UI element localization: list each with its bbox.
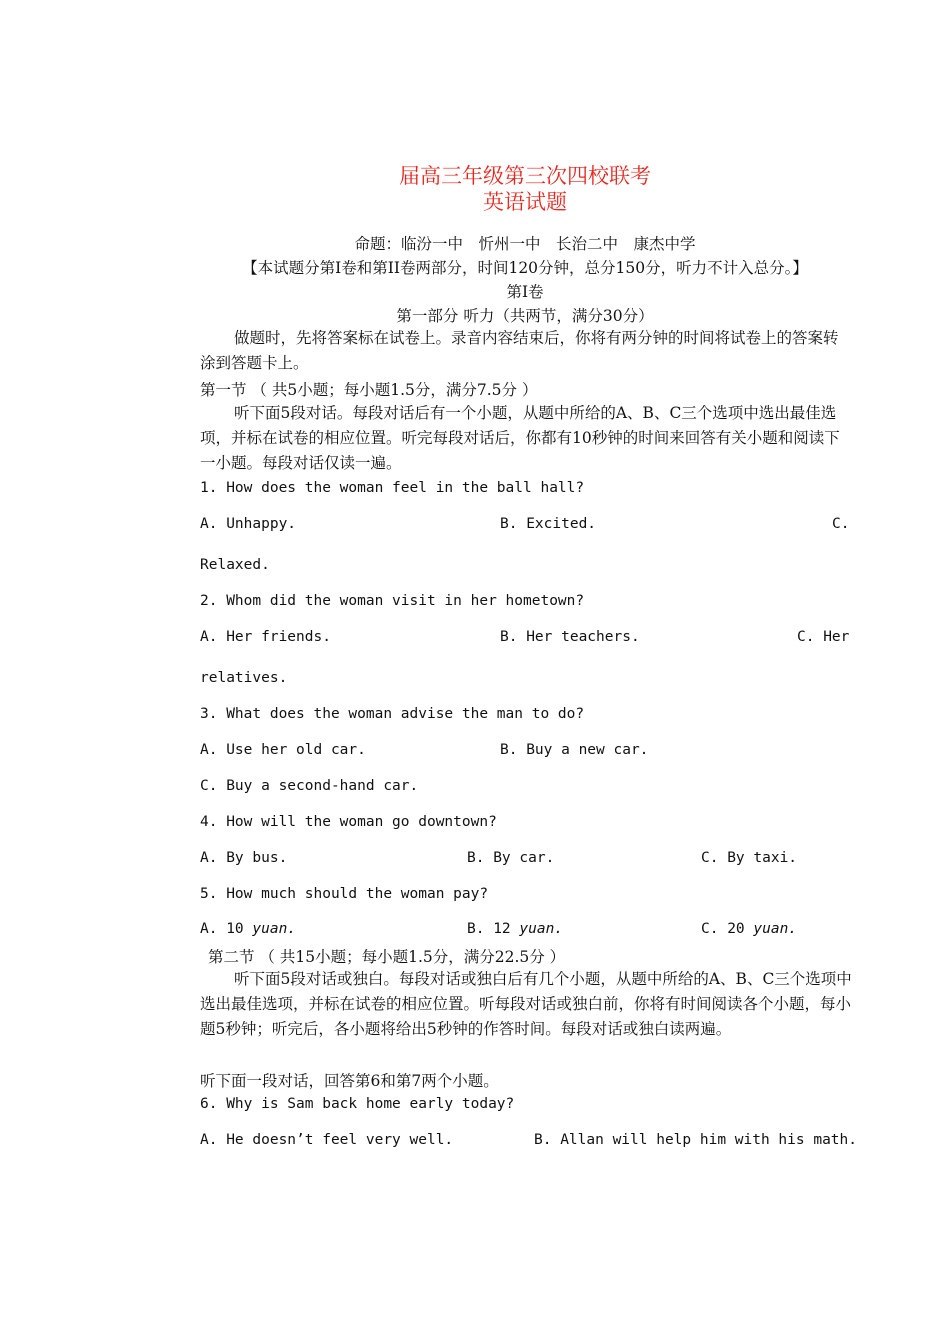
q2-option-c-prefix: C. Her [797,629,850,645]
q5-option-c-unit: yuan. [753,921,798,937]
q2-option-b: B. Her teachers. [500,629,640,645]
exam-title: 届高三年级第三次四校联考 [399,164,651,188]
q4-option-c: C. By taxi. [701,850,798,866]
q5-option-c [701,921,797,937]
q5-option-a [200,921,296,937]
section1-instructions: 听下面5段对话。每段对话后有一个小题，从题中所给的A、B、C三个选项中选出最佳选项，并标在试卷的相应位置。听完每段对话后，你都有10秒钟的时间来回答有关小题和阅读下一小题。每段对话仅读一遍。 [200,404,840,472]
q5-option-a-amount: A. 10 [200,921,244,937]
q6-option-b: B. Allan will help him with his math. [534,1132,858,1148]
q5-option-b-unit: yuan. [519,921,564,937]
question-4: 4. How will the woman go downtown? [200,814,497,830]
section2-instructions: 听下面5段对话或独白。每段对话或独白后有几个小题，从题中所给的A、B、C三个选项中选出最佳选项，并标在试卷的相应位置。听每段对话或独白前，你将有时间阅读各个小题，每小题5秒钟；听完后，各小题将给出5秒钟的作答时间。每段对话或独白读两遍。 [200,970,852,1038]
question-5: 5. How much should the woman pay? [200,886,489,902]
part-heading: 第一部分 听力（共两节，满分30分） [396,307,654,325]
volume-heading: 第Ⅰ卷 [506,283,544,301]
dialogue-instruction: 听下面一段对话，回答第6和第7两个小题。 [200,1072,499,1090]
q5-option-a-unit: yuan. [252,921,297,937]
exam-subtitle: 英语试题 [483,190,567,214]
q2-option-a: A. Her friends. [200,629,331,645]
q3-option-b: B. Buy a new car. [500,742,649,758]
q5-option-b-amount: B. 12 [467,921,511,937]
section2-heading: 第二节 （ 共15小题；每小题1.5分，满分22.5分 ） [208,948,566,966]
exam-notice: 【本试题分第Ⅰ卷和第II卷两部分，时间120分钟，总分150分，听力不计入总分。】 [242,259,808,277]
q3-option-a: A. Use her old car. [200,742,366,758]
q1-option-c-prefix: C. [832,516,850,532]
section1-heading: 第一节 （ 共5小题；每小题1.5分，满分7.5分 ） [200,381,538,399]
authors-line: 命题：临汾一中 忻州一中 长治二中 康杰中学 [354,235,696,253]
q1-option-b: B. Excited. [500,516,597,532]
q5-option-c-amount: C. 20 [701,921,745,937]
q3-option-c: C. Buy a second-hand car. [200,778,419,794]
q6-option-a: A. He doesn’t feel very well. [200,1132,454,1148]
intro-paragraph: 做题时，先将答案标在试卷上。录音内容结束后，你将有两分钟的时间将试卷上的答案转涂到答题卡上。 [200,329,839,372]
q5-option-b [467,921,563,937]
q4-option-b: B. By car. [467,850,555,866]
q1-option-a: A. Unhappy. [200,516,297,532]
question-3: 3. What does the woman advise the man to do? [200,706,585,722]
question-1: 1. How does the woman feel in the ball hall? [200,480,585,496]
q2-option-c-text: relatives. [200,670,288,686]
question-6: 6. Why is Sam back home early today? [200,1096,515,1112]
q4-option-a: A. By bus. [200,850,288,866]
question-2: 2. Whom did the woman visit in her hometown? [200,593,585,609]
q1-option-c-text: Relaxed. [200,557,270,573]
